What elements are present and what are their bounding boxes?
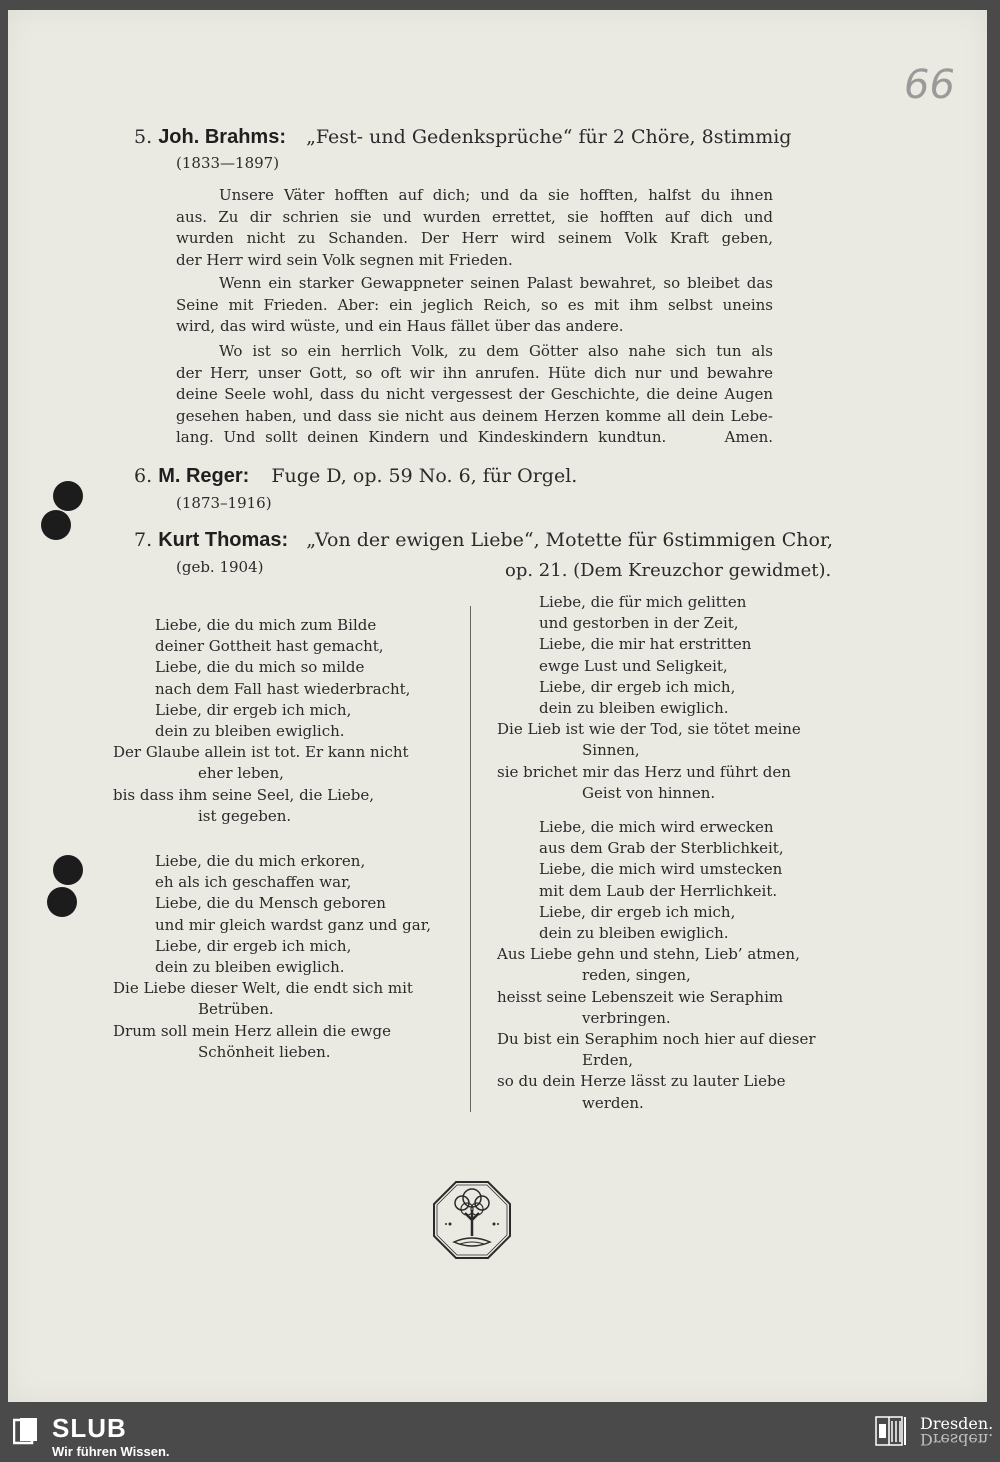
- verse-line: deiner Gottheit hast gemacht,: [155, 637, 384, 656]
- verse-line: Liebe, dir ergeb ich mich,: [539, 902, 736, 921]
- lyrics-paragraph: [176, 341, 773, 449]
- program-item-5: [134, 126, 791, 149]
- verse-line: Liebe, die du mich so milde: [155, 658, 365, 677]
- verse-line: Geist von hinnen.: [582, 783, 716, 802]
- composer-dates: (1873–1916): [176, 494, 272, 512]
- page-number: 66: [904, 62, 955, 108]
- verse-line: Schönheit lieben.: [198, 1042, 331, 1061]
- verse-line: verbringen.: [582, 1008, 671, 1027]
- composer-dates: (geb. 1904): [176, 558, 264, 576]
- verse-line: heisst seine Lebenszeit wie Seraphim: [497, 987, 784, 1006]
- verse-line: so du dein Herze lässt zu lauter Liebe: [497, 1072, 786, 1091]
- city-wordmark: Dresden.: [920, 1414, 994, 1433]
- verse-line: Liebe, die du mich zum Bilde: [155, 616, 377, 634]
- left-column: [113, 851, 431, 1063]
- composer-name: Kurt Thomas: [158, 529, 282, 551]
- text-line: wird, das wird wüste, und ein Haus fället über das andere.: [176, 317, 624, 335]
- verse-line: dein zu bleiben ewiglich.: [155, 958, 345, 977]
- verse-line: Drum soll mein Herz allein die ewge: [113, 1021, 391, 1040]
- item-number: 7.: [134, 529, 153, 551]
- verse-line: Liebe, die mich wird umstecken: [539, 860, 783, 879]
- work-title: „Von der ewigen Liebe“, Motette für 6stimmigen Chor,: [306, 529, 833, 551]
- verse-line: Die Liebe dieser Welt, die endt sich mit: [113, 979, 413, 998]
- tree-emblem-icon: [432, 1180, 512, 1260]
- punch-hole: [53, 481, 83, 511]
- column-divider: [470, 606, 471, 1112]
- verse-line: werden.: [582, 1093, 644, 1112]
- verse-line: Liebe, die mir hat erstritten: [539, 635, 752, 654]
- verse-line: und mir gleich wardst ganz und gar,: [155, 915, 432, 934]
- verse-line: eher leben,: [198, 764, 284, 783]
- text-line: Seine mit Frieden. Aber: ein jeglich Reich, so es mit ihm selbst uneins: [176, 295, 773, 314]
- verse-line: reden, singen,: [582, 966, 691, 985]
- verse-line: mit dem Laub der Herrlichkeit.: [539, 881, 778, 900]
- verse-line: Aus Liebe gehn und stehn, Lieb’ atmen,: [497, 945, 800, 964]
- verse-line: Liebe, dir ergeb ich mich,: [539, 677, 736, 696]
- text-line: deine Seele wohl, dass du nicht vergessest der Geschichte, die deine Augen: [176, 385, 773, 403]
- verse-line: ewge Lust und Seligkeit,: [539, 656, 728, 675]
- city-crest-icon: [875, 1416, 907, 1446]
- work-title: Fuge D, op. 59 No. 6, für Orgel.: [271, 465, 578, 487]
- text-line: aus. Zu dir schrien sie und wurden errettet, sie hofften auf dich und: [176, 207, 773, 226]
- item-number: 5.: [134, 126, 153, 148]
- punch-hole: [53, 855, 83, 885]
- verse-line: dein zu bleiben ewiglich.: [539, 699, 729, 718]
- verse-line: Liebe, die du mich erkoren,: [155, 852, 366, 870]
- right-column: [497, 817, 816, 1114]
- brand-slogan: Wir führen Wissen.: [52, 1444, 170, 1459]
- verse-line: Sinnen,: [582, 741, 640, 760]
- verse-line: Liebe, die für mich gelitten: [539, 593, 747, 611]
- punch-hole: [47, 887, 77, 917]
- text-line: Wo ist so ein herrlich Volk, zu dem Götter also nahe sich tun als: [219, 342, 773, 360]
- verse-line: aus dem Grab der Sterblichkeit,: [539, 839, 784, 858]
- work-title: „Fest- und Gedenksprüche“ für 2 Chöre, 8stimmig: [306, 126, 792, 148]
- verse-line: Die Lieb ist wie der Tod, sie tötet meine: [497, 720, 801, 739]
- work-opus: op. 21. (Dem Kreuzchor gewidmet).: [505, 560, 832, 581]
- brand-name: SLUB: [52, 1413, 127, 1443]
- verse-line: eh als ich geschaffen war,: [155, 873, 352, 892]
- verse-line: Liebe, dir ergeb ich mich,: [155, 936, 352, 955]
- text-line: wurden nicht zu Schanden. Der Herr wird seinem Volk Kraft geben,: [176, 229, 773, 247]
- verse-line: Der Glaube allein ist tot. Er kann nicht: [113, 743, 409, 762]
- verse-line: nach dem Fall hast wiederbracht,: [155, 679, 411, 698]
- composer-dates: (1833—1897): [176, 154, 280, 172]
- verse-line: Erden,: [582, 1051, 634, 1070]
- separator: :: [242, 465, 250, 487]
- text-line: Wenn ein starker Gewappneter seinen Palast bewahret, so bleibet das: [219, 274, 773, 292]
- book-icon: [13, 1417, 39, 1445]
- program-item-7: [134, 529, 833, 552]
- verse-line: dein zu bleiben ewiglich.: [155, 722, 345, 741]
- verse-line: und gestorben in der Zeit,: [539, 614, 739, 633]
- punch-hole: [41, 510, 71, 540]
- text-line: gesehen haben, und dass sie nicht aus deinem Herzen komme all dein Lebe-: [176, 406, 773, 425]
- text-line: lang. Und sollt deinen Kindern und Kindeskindern kundtun. Amen.: [176, 428, 773, 446]
- text-line: der Herr wird sein Volk segnen mit Frieden.: [176, 250, 513, 269]
- city-wordmark-reflection: Dresden.: [920, 1430, 994, 1449]
- separator: :: [279, 126, 287, 148]
- verse-line: Betrüben.: [198, 1000, 274, 1019]
- composer-name: Joh. Brahms: [158, 126, 280, 148]
- left-column: [113, 615, 410, 827]
- lyrics-paragraph: [176, 273, 773, 338]
- verse-line: bis dass ihm seine Seel, die Liebe,: [113, 785, 374, 804]
- verse-line: Liebe, die du Mensch geboren: [155, 894, 386, 913]
- item-number: 6.: [134, 465, 153, 487]
- verse-line: sie brichet mir das Herz und führt den: [497, 762, 791, 781]
- verse-line: dein zu bleiben ewiglich.: [539, 924, 729, 943]
- verse-line: Liebe, dir ergeb ich mich,: [155, 700, 352, 719]
- verse-line: ist gegeben.: [198, 806, 292, 825]
- right-column: [497, 592, 801, 804]
- text-line: der Herr, unser Gott, so oft wir ihn anrufen. Hüte dich nur und bewahre: [176, 363, 773, 382]
- lyrics-paragraph: [176, 185, 773, 271]
- text-line: Unsere Väter hofften auf dich; und da sie hofften, halfst du ihnen: [219, 186, 773, 204]
- verse-line: Du bist ein Seraphim noch hier auf dieser: [497, 1030, 816, 1049]
- program-item-6: [134, 465, 577, 488]
- verse-line: Liebe, die mich wird erwecken: [539, 818, 774, 836]
- separator: :: [281, 529, 289, 551]
- composer-name: M. Reger: [158, 465, 243, 487]
